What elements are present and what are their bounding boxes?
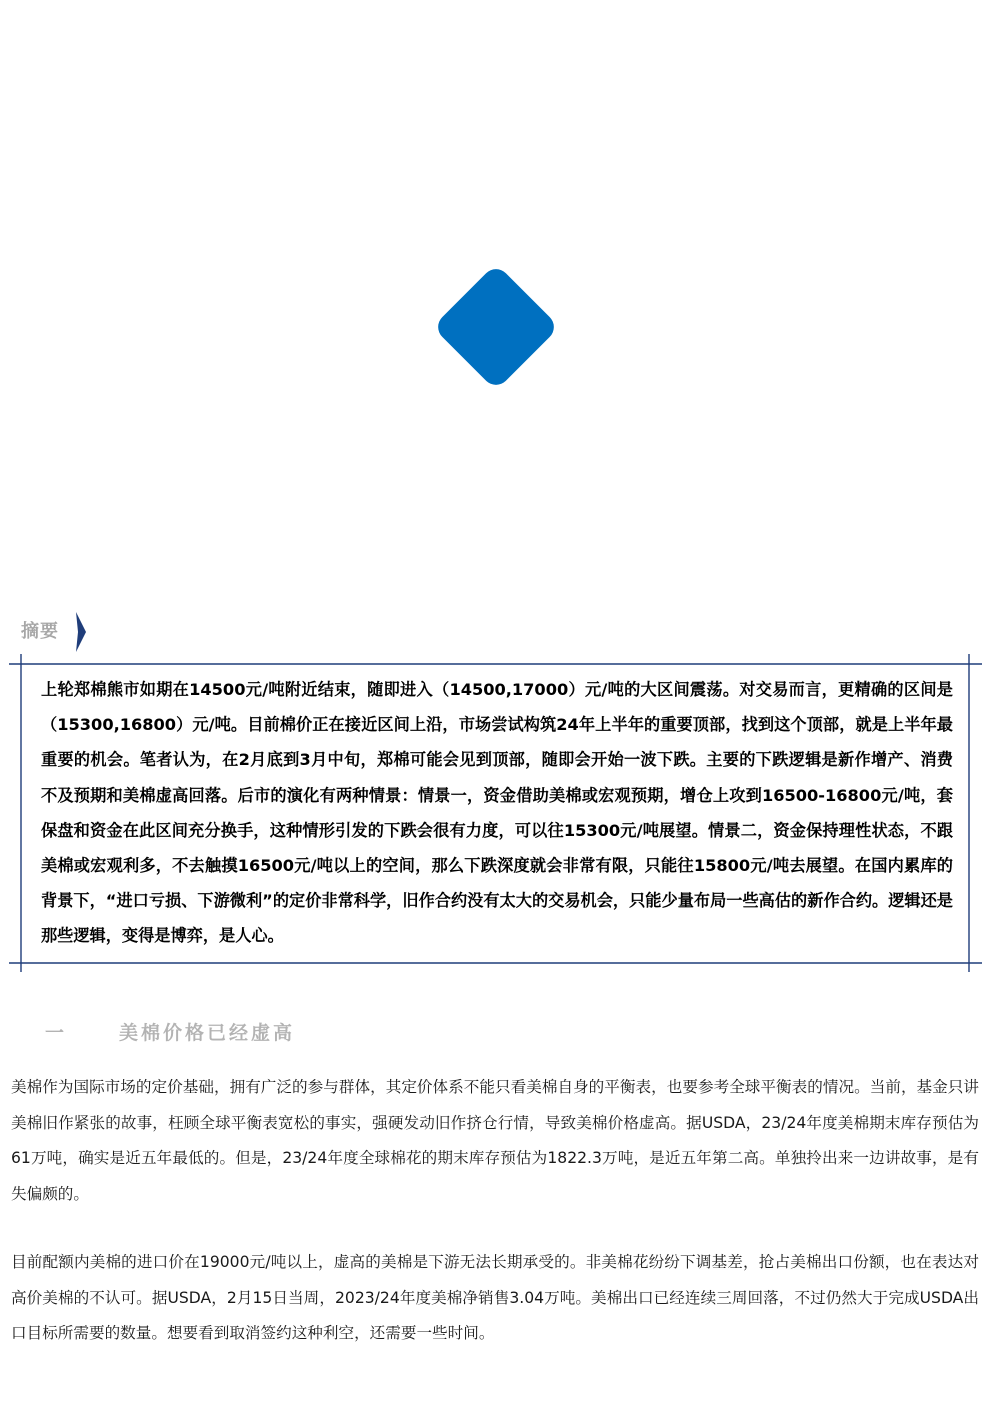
chevron-right-icon [76,612,88,652]
body-paragraph: 目前配额内美棉的进口价在19000元/吨以上，虚高的美棉是下游无法长期承受的。非美棉花纷纷下调基差，抢占美棉出口份额，也在表达对高价美棉的不认可。据USDA，2月15日当周，2023/24年度美棉净销售3.04万吨。美棉出口已经连续三周回落，不过仍然大于完成USDA出口目标所需要的数量。想要看到取消签约这种利空，还需要一些时间。 [11,1253,979,1343]
cover-diamond-icon [424,255,568,399]
body-paragraph: 美棉作为国际市场的定价基础，拥有广泛的参与群体，其定价体系不能只看美棉自身的平衡表，也要参考全球平衡表的情况。当前，基金只讲美棉旧作紧张的故事，枉顾全球平衡表宽松的事实，强硬发动旧作挤仓行情，导致美棉价格虚高。据USDA，23/24年度美棉期末库存预估为61万吨，确实是近五年最低的。但是，23/24年度全球棉花的期末库存预估为1822.3万吨，是近五年第二高。单独拎出来一边讲故事，是有失偏颇的。 [11,1078,979,1203]
section-heading [45,1018,295,1048]
abstract-label: 摘要 [21,621,59,642]
section-title: 美棉价格已经虚高 [119,1022,296,1044]
abstract-text: 上轮郑棉熊市如期在14500元/吨附近结束，随即进入（14500,17000）元/吨的大区间震荡。对交易而言，更精确的区间是（15300,16800）元/吨。目前棉价正在接近区间上沿，市场尝试构筑24年上半年的重要顶部，找到这个顶部，就是上半年最重要的机会。笔者认为，在2月底到3月中旬，郑棉可能会见到顶部，随即会开始一波下跌。主要的下跌逻辑是新作增产、消费不及预期和美棉虚高回落。后市的演化有两种情景：情景一，资金借助美棉或宏观预期，增仓上攻到16500-16800元/吨，套保盘和资金在此区间充分换手，这种情形引发的下跌会很有力度，可以往15300元/吨展望。情景二，资金保持理性状态，不跟美棉或宏观利多，不去触摸16500元/吨以上的空间，那么下跌深度就会非常有限，只能往15800元/吨去展望。在国内累库的背景下，“进口亏损、下游微利”的定价非常科学，旧作合约没有太大的交易机会，只能少量布局一些高估的新作合约。逻辑还是那些逻辑，变得是博弈，是人心。 [41,680,953,946]
section-number: 一 [45,1022,68,1044]
